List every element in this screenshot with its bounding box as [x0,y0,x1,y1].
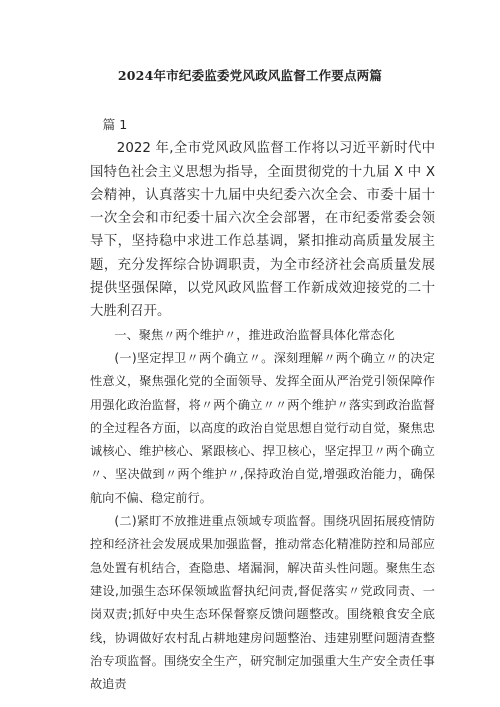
section-heading: 一、聚焦〃两个维护〃，推进政治监督具体化常态化 [114,327,395,342]
section-label: 篇 1 [102,117,128,132]
paragraph-item-2: (二)紧盯不放推进重点领域专项监督。围绕巩固拓展疫情防控和经济社会发展成果加强监督，推动常态化精准防控和局部应急处置有机结合，查隐患、堵漏洞，解决苗头性问题。聚焦生态建设,加强生态环保领域监督执纪问责,督促落实〃党政同责、一岗双责;抓好中央生态环保督察反馈问题整改。围绕粮食安全底线，协调做好农村乱占耕地建房问题整治、违建别墅问题清查整治专项监督。围绕安全生产，研究制定加强重大生产安全责任事故追责 [90,514,435,692]
paragraph-intro: 2022 年,全市党风政风监督工作将以习近平新时代中国特色社会主义思想为指导，全面贯彻党的十九届 X 中 X 会精神，认真落实十九届中央纪委六次全会、市委十届十一次全会和市纪委十届六次全会部署，在市纪委常委会领导下，坚持稳中求进工作总基调，紧扣推动高质量发展主题，充分发挥综合协调职责，为全市经济社会高质量发展提供坚强保障，以党风政风监督工作新成效迎接党的二十大胜利召开。 [90,141,435,320]
paragraph-item-1: (一)坚定捍卫〃两个确立〃。深刻理解〃两个确立〃的决定性意义，聚焦强化党的全面领导、发挥全面从严治党引领保障作用强化政治监督，将〃两个确立〃〃两个维护〃落实到政治监督的全过程各方面，以高度的政治自觉思想自觉行动自觉，聚焦忠诚核心、维护核心、紧跟核心、捍卫核心，坚定捍卫〃两个确立〃、坚决做到〃两个维护〃,保持政治自觉,增强政治能力，确保航向不偏、稳定前行。 [90,350,435,505]
document-body [90,113,435,696]
document-title: 2024年市纪委监委党风政风监督工作要点两篇 [117,68,383,83]
